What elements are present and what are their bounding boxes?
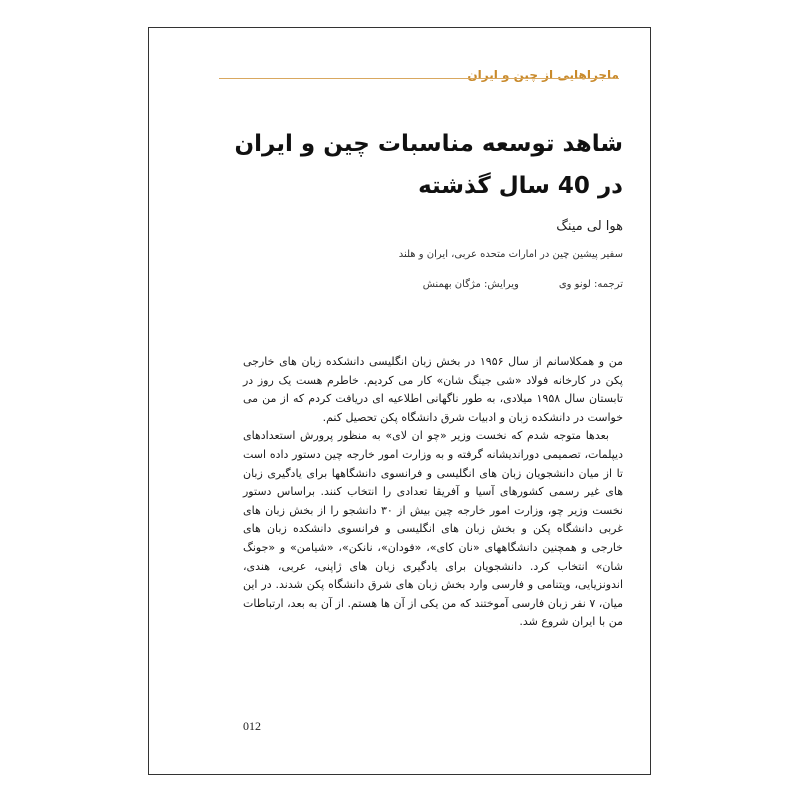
running-head: ماجراهایی از چین و ایران bbox=[467, 68, 619, 82]
header-rule bbox=[219, 78, 619, 79]
page-number: 012 bbox=[243, 719, 261, 733]
editing-credit: ویرایش: مژگان بهمنش bbox=[422, 279, 519, 290]
credits-line bbox=[219, 279, 623, 290]
translation-credit: ترجمه: لونو وی bbox=[558, 279, 623, 290]
book-page bbox=[148, 27, 651, 775]
author-name: هوا لی مینگ bbox=[556, 219, 623, 234]
body-text bbox=[243, 353, 623, 632]
chapter-title: شاهد توسعه مناسبات چین و ایران در 40 سال گذشته bbox=[234, 131, 623, 199]
paragraph: بعدها متوجه شدم که نخست وزیر «چو ان لای» به منظور پرورش استعدادهای دیپلمات، تصمیمی دوراندیشانه گرفته و به وزارت امور خارجه چین دستور داده است تا از میان دانشجویان زبان های انگلیسی و فرانسوی دانشگاهها برای یادگیری زبان های غیر رسمی کشورهای آسیا و آفریقا تعدادی را انتخاب کنند. براساس دستور نخست وزیر چو، وزارت امور خارجه چین بیش از ۳۰ دانشجو را از بخش زبان های غربی دانشگاه پکن و بخش زبان های انگلیسی و فرانسوی دانشکده زبان های خارجی و همچنین دانشگاههای «نان کای»، «فودان»، نانکن»، «شیامن» و «جونگ شان» انتخاب کرد. دانشجویان برای یادگیری زبان های ژاپنی، عربی، هندی، اندونزیایی، ویتنامی و فارسی وارد بخش زبان های شرق دانشگاه پکن شدند. در این میان، ۷ نفر زبان فارسی آموختند که من یکی از آن ها هستم. از آن به بعد، ارتباطات من با ایران شروع شد. bbox=[243, 429, 623, 629]
paragraph: من و همکلاسانم از سال ۱۹۵۶ در بخش زبان انگلیسی دانشکده زبان های خارجی پکن در کارخانه فولاد «شی جینگ شان» کار می کردیم. خاطرم هست یک روز در تابستان سال ۱۹۵۸ میلادی، به طور ناگهانی اطلاعیه ای دریافت کردم که از من می خواست در دانشکده زبان و ادبیات شرق دانشگاه پکن تحصیل کنم. bbox=[243, 355, 623, 424]
author-role: سفیر پیشین چین در امارات متحده عربی، ایران و هلند bbox=[398, 249, 623, 260]
